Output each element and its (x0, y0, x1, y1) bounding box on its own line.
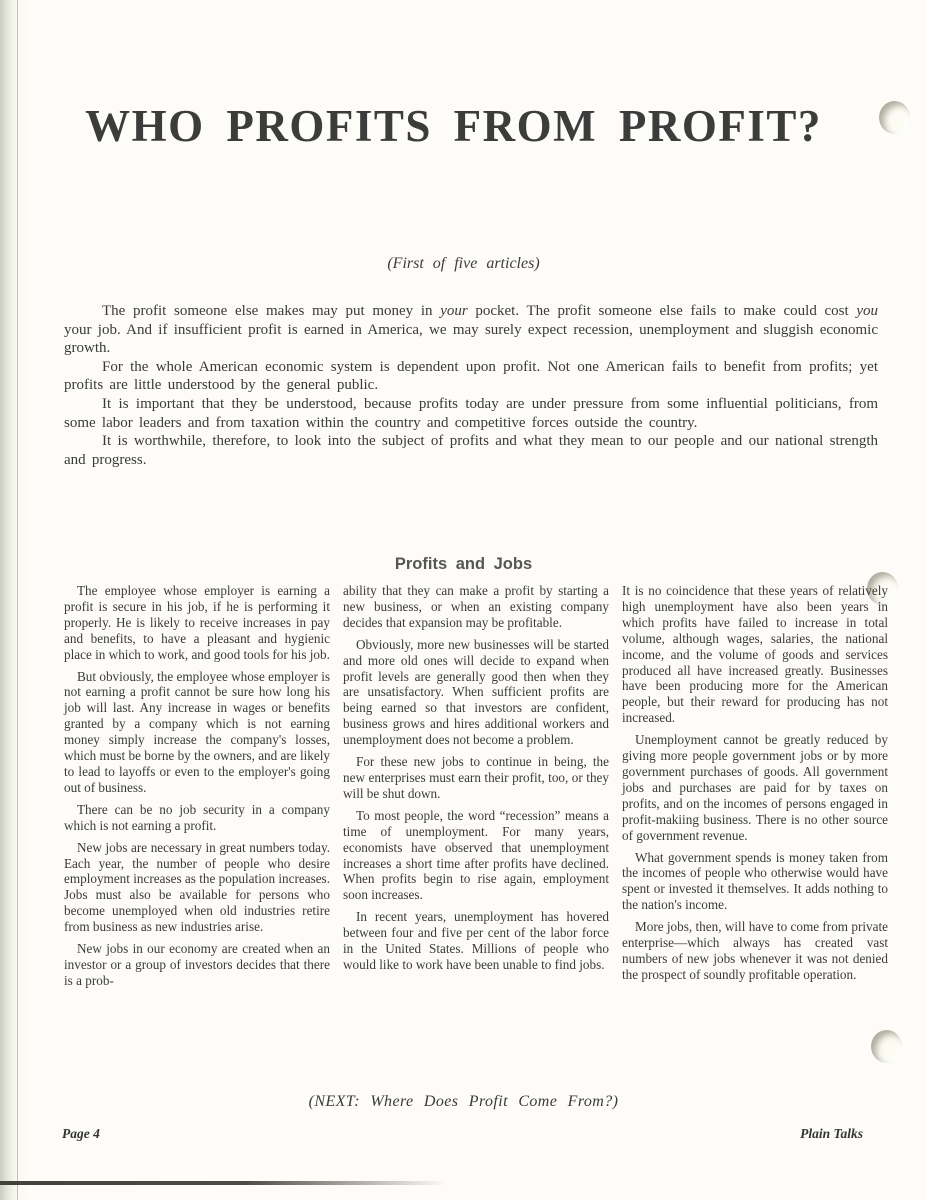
intro-text-segment: The profit someone else makes may put money in (102, 303, 441, 319)
page-footer (62, 1126, 863, 1142)
column1-paragraph-1: The employee whose employer is earning a profit is secure in his job, if he is performing it properly. He is likely to receive increases in pay and benefits, to have a pleasant and hygienic place in which to work, and good tools for his job. (64, 583, 330, 662)
intro-paragraph-1 (64, 302, 878, 358)
column1-paragraph-4: New jobs are necessary in great numbers today. Each year, the number of people who desire employment increases as the population increases. Jobs must also be available for persons who become unemployed when old industries retire from business as new industries arise. (64, 839, 330, 935)
column2-paragraph-5: In recent years, unemployment has hovered between four and five per cent of the labor force in the United States. Millions of people who would like to work have been unable to find jobs. (343, 909, 609, 972)
column-1 (64, 583, 330, 995)
intro-paragraph-2: For the whole American economic system is dependent upon profit. Not one American fails to benefit from profits; yet profits are little understood by the general public. (64, 358, 878, 394)
column2-paragraph-2: Obviously, more new businesses will be started and more old ones will decide to expand when profit levels are generally good then when they are unsatisfactory. When sufficient profits are being earned so that investors are confident, business grows and hires additional workers and unemployment does not become a problem. (343, 636, 609, 748)
page-title: WHO PROFITS FROM PROFIT? (85, 101, 822, 151)
column2-paragraph-3: For these new jobs to continue in being, the new enterprises must earn their profit, too, or they will be shut down. (343, 754, 609, 801)
column-3 (622, 583, 888, 995)
column2-paragraph-1: ability that they can make a profit by starting a new business, or when an existing company decides that expansion may be profitable. (343, 583, 609, 630)
intro-text-segment: your job. And if insufficient profit is earned in America, we may surely expect recession, unemployment and sluggish economic growth. (64, 321, 878, 357)
intro-paragraph-3: It is important that they be understood, because profits today are under pressure from some influential politicians, from some labor leaders and from taxation within the country and competitive forces outside the country. (64, 395, 878, 431)
intro-text-segment: pocket. The profit someone else fails to make could cost (467, 303, 857, 319)
footer-page-number: Page 4 (62, 1126, 100, 1141)
intro-italic-word: your (440, 303, 468, 319)
column-2 (343, 583, 609, 995)
article-subtitle: (First of five articles) (387, 255, 540, 272)
column1-paragraph-5: New jobs in our economy are created when an investor or a group of investors decides that there is a prob- (64, 941, 330, 988)
section-heading: Profits and Jobs (394, 555, 533, 573)
article-columns (64, 583, 888, 995)
column1-paragraph-2: But obviously, the employee whose employer is not earning a profit cannot be sure how long his job will last. Any increase in wages or benefits granted by a company which is not earning money simply increase the company's losses, which must be borne by the owners, and are likely to lead to layoffs or even to the employer's going out of business. (64, 668, 330, 795)
scan-edge-left (0, 0, 18, 1200)
hole-punch-bottom (871, 1030, 902, 1063)
intro-italic-word: you (856, 303, 879, 319)
column3-paragraph-2: Unemployment cannot be greatly reduced by giving more people government jobs or by more government purchases of goods. All government jobs and purchases are paid for by taxes on profits, and on the incomes of persons engaged in profit-makiing business. There is no other source of government revenue. (622, 732, 888, 843)
scan-artifact-line (0, 1181, 447, 1185)
next-article-note: (NEXT: Where Does Profit Come From?) (308, 1093, 619, 1110)
column2-paragraph-4: To most people, the word “recession” means a time of unemployment. For many years, economists have observed that unemployment increases a short time after profits have declined. When profits begin to rise again, employment soon increases. (343, 807, 609, 903)
column3-paragraph-4: More jobs, then, will have to come from private enterprise—which always has created vast numbers of new jobs whenever it was not denied the prospect of soundly profitable operation. (622, 919, 888, 982)
column3-paragraph-1: It is no coincidence that these years of relatively high unemployment have also been years in which profits have failed to increase in total volume, although wages, salaries, the national income, and the volume of goods and services produced all have increased greatly. Businesses have been producing more for the American people, but their reward for producing has not increased. (622, 583, 888, 726)
intro-section (64, 302, 878, 469)
column3-paragraph-3: What government spends is money taken from the incomes of people who otherwise would have spent or invested it themselves. It adds nothing to the nation's income. (622, 849, 888, 913)
intro-paragraph-4: It is worthwhile, therefore, to look into the subject of profits and what they mean to our people and our national strength and progress. (64, 433, 878, 468)
footer-publication-name: Plain Talks (800, 1126, 863, 1141)
column1-paragraph-3: There can be no job security in a company which is not earning a profit. (64, 801, 330, 833)
